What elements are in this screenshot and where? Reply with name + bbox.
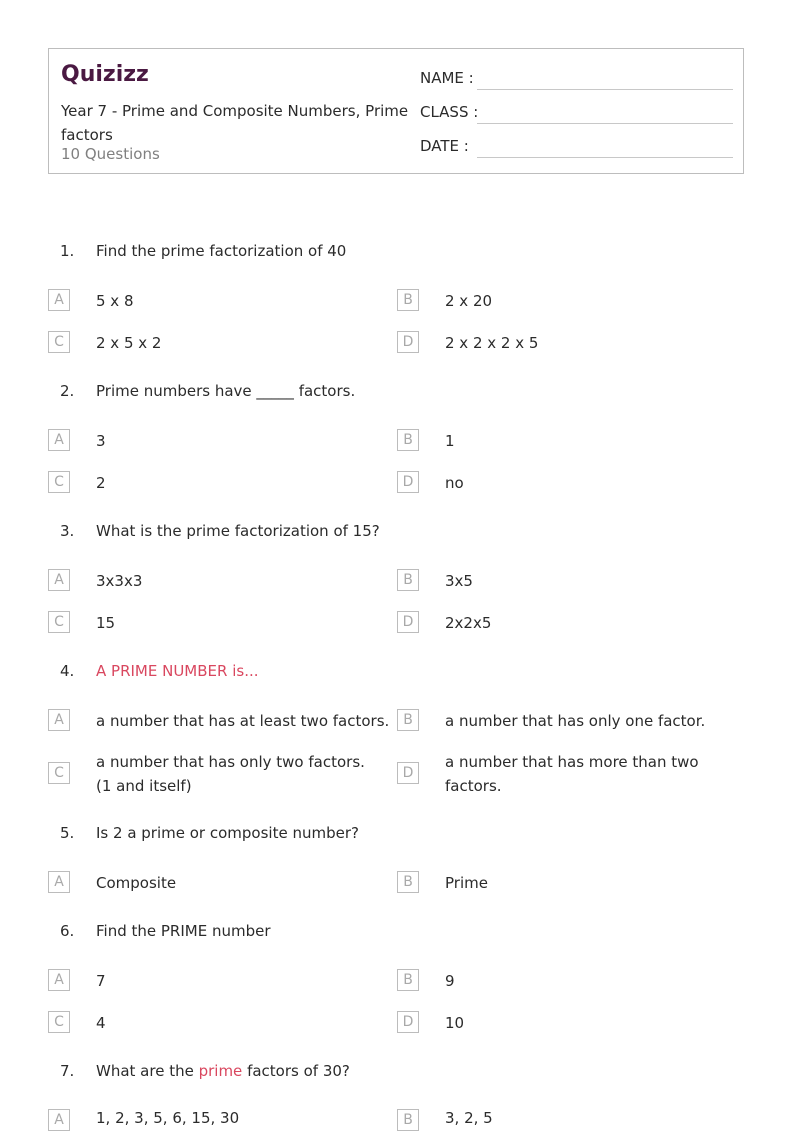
question-number: 4. (60, 662, 75, 680)
option-text: 3 (96, 432, 106, 450)
option-letter-box[interactable]: C (48, 611, 70, 633)
option-letter-box[interactable]: A (48, 1109, 70, 1131)
name-field[interactable] (477, 89, 733, 90)
question-text: A PRIME NUMBER is... (96, 662, 259, 680)
worksheet-header (48, 48, 744, 174)
option-text: 5 x 8 (96, 292, 134, 310)
option-letter-box[interactable]: B (397, 429, 419, 451)
question-number: 3. (60, 522, 75, 540)
option-text: a number that has only two factors. (1 and itself) (96, 753, 365, 795)
question-text: Prime numbers have _____ factors. (96, 382, 356, 400)
option-text: 1 (445, 432, 455, 450)
option-letter-box[interactable]: C (48, 762, 70, 784)
option-letter-box[interactable]: B (397, 569, 419, 591)
question-text: Find the prime factorization of 40 (96, 242, 347, 260)
option-text: Composite (96, 874, 177, 892)
class-field[interactable] (477, 123, 733, 124)
question-number: 2. (60, 382, 75, 400)
option-text: 7 (96, 972, 106, 990)
question-number: 1. (60, 242, 75, 260)
option-text: 10 (445, 1014, 465, 1032)
question-text: What is the prime factorization of 15? (96, 522, 380, 540)
name-label: NAME : (420, 69, 474, 87)
option-letter-box[interactable]: A (48, 289, 70, 311)
option-letter-box[interactable]: B (397, 289, 419, 311)
option-text: 15 (96, 614, 116, 632)
option-text: 3, 2, 5 (445, 1109, 493, 1127)
option-letter-box[interactable]: C (48, 471, 70, 493)
question-count: 10 Questions (61, 145, 160, 163)
option-letter-box[interactable]: B (397, 1109, 419, 1131)
option-letter-box[interactable]: C (48, 1011, 70, 1033)
option-text: 2 (96, 474, 106, 492)
svg-text:Quizizz: Quizizz (61, 62, 149, 87)
option-text: 2 x 5 x 2 (96, 334, 162, 352)
option-letter-box[interactable]: D (397, 762, 419, 784)
option-letter-box[interactable]: A (48, 709, 70, 731)
option-letter-box[interactable]: B (397, 969, 419, 991)
option-letter-box[interactable]: B (397, 871, 419, 893)
quizizz-logo (61, 59, 151, 87)
date-label: DATE : (420, 137, 469, 155)
question-number: 7. (60, 1062, 75, 1080)
option-text: 1, 2, 3, 5, 6, 15, 30 (96, 1109, 240, 1127)
option-text: 2 x 20 (445, 292, 493, 310)
option-letter-box[interactable]: A (48, 569, 70, 591)
option-letter-box[interactable]: D (397, 331, 419, 353)
option-letter-box[interactable]: C (48, 331, 70, 353)
option-letter-box[interactable]: B (397, 709, 419, 731)
class-label: CLASS : (420, 103, 479, 121)
option-letter-box[interactable]: A (48, 429, 70, 451)
option-text: Prime (445, 874, 488, 892)
option-text: 3x3x3 (96, 572, 143, 590)
option-text: a number that has only one factor. (445, 712, 706, 730)
option-text: 2 x 2 x 2 x 5 (445, 334, 539, 352)
question-number: 6. (60, 922, 75, 940)
option-letter-box[interactable]: D (397, 611, 419, 633)
option-text: no (445, 474, 464, 492)
option-text: a number that has more than two factors. (445, 753, 699, 795)
option-text: 4 (96, 1014, 106, 1032)
option-letter-box[interactable]: A (48, 871, 70, 893)
option-letter-box[interactable]: D (397, 1011, 419, 1033)
worksheet-title: Year 7 - Prime and Composite Numbers, Prime factors (61, 102, 409, 144)
option-letter-box[interactable]: A (48, 969, 70, 991)
question-text: Is 2 a prime or composite number? (96, 824, 359, 842)
option-text: 2x2x5 (445, 614, 492, 632)
question-text: Find the PRIME number (96, 922, 271, 940)
option-letter-box[interactable]: D (397, 471, 419, 493)
date-field[interactable] (477, 157, 733, 158)
option-text: 9 (445, 972, 455, 990)
question-number: 5. (60, 824, 75, 842)
option-text: 3x5 (445, 572, 473, 590)
question-text: What are the prime factors of 30? (96, 1062, 350, 1080)
option-text: a number that has at least two factors. (96, 712, 390, 730)
